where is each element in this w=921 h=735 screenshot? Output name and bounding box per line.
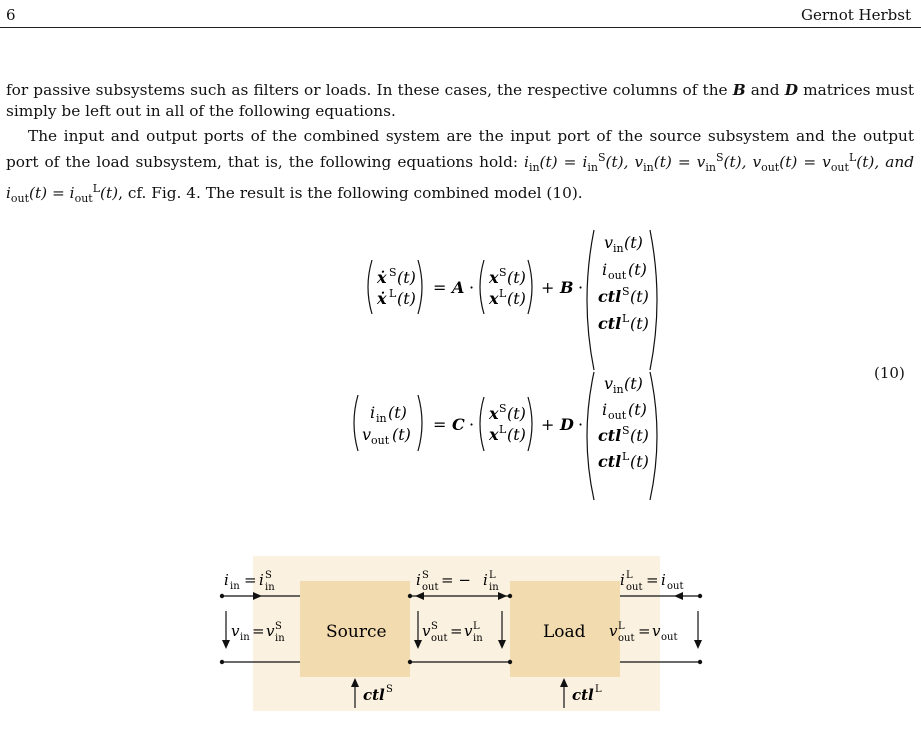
svg-text:in: in bbox=[489, 582, 499, 593]
svg-text:out: out bbox=[431, 633, 448, 644]
svg-text:B: B bbox=[560, 278, 574, 297]
svg-text:v: v bbox=[652, 622, 661, 640]
svg-text:(t): (t) bbox=[507, 404, 526, 423]
svg-text:·: · bbox=[578, 415, 584, 434]
svg-text:i: i bbox=[620, 571, 625, 589]
matrix-b-symbol: B bbox=[732, 81, 746, 99]
svg-text:i: i bbox=[661, 571, 666, 589]
svg-text:L: L bbox=[618, 621, 625, 632]
load-label: Load bbox=[543, 622, 586, 642]
svg-text:L: L bbox=[622, 312, 630, 325]
equation-number: (10) bbox=[874, 364, 905, 382]
svg-text:i: i bbox=[483, 571, 488, 589]
svg-text:in: in bbox=[275, 633, 285, 644]
svg-text:i: i bbox=[602, 400, 608, 419]
block-diagram bbox=[220, 556, 702, 711]
svg-text:L: L bbox=[626, 570, 633, 581]
svg-text:in: in bbox=[473, 633, 483, 644]
svg-text:S: S bbox=[622, 285, 630, 298]
svg-text:S: S bbox=[265, 570, 272, 581]
svg-text:(t): (t) bbox=[392, 425, 411, 444]
svg-text:·: · bbox=[469, 278, 475, 297]
svg-text:(t): (t) bbox=[630, 426, 649, 445]
svg-text:(t): (t) bbox=[628, 260, 647, 279]
svg-text:+: + bbox=[541, 278, 555, 297]
svg-text:(t): (t) bbox=[628, 400, 647, 419]
running-header-author: Gernot Herbst bbox=[801, 6, 911, 24]
svg-text:+: + bbox=[541, 415, 555, 434]
ctl-source-label: ctl bbox=[363, 686, 385, 704]
svg-text:i: i bbox=[416, 571, 421, 589]
paragraph-1-text-a: for passive subsystems such as filters or loads. In these cases, the respective columns of the bbox=[6, 81, 733, 99]
svg-text:out: out bbox=[608, 409, 627, 422]
svg-text:L: L bbox=[499, 287, 507, 300]
svg-text:i: i bbox=[370, 403, 376, 422]
svg-text:in: in bbox=[613, 383, 624, 396]
svg-text:x: x bbox=[489, 289, 499, 308]
svg-text:= −: = − bbox=[441, 571, 471, 589]
svg-text:v: v bbox=[604, 233, 614, 252]
paragraph-2-text-a: The input and output ports of the combined system are the input port of the source subsystem and the output port of the load subsystem, that is, the following equations hold: bbox=[6, 127, 914, 172]
svg-text:out: out bbox=[608, 269, 627, 282]
svg-text:=: = bbox=[646, 571, 659, 589]
svg-text:S: S bbox=[431, 621, 438, 632]
svg-text:(t): (t) bbox=[397, 289, 416, 308]
svg-text:(t): (t) bbox=[630, 452, 649, 471]
svg-text:=: = bbox=[252, 622, 265, 640]
svg-text:ctl: ctl bbox=[598, 314, 622, 333]
svg-text:S: S bbox=[499, 402, 507, 415]
ctl-load-superscript: L bbox=[595, 684, 602, 695]
svg-text:S: S bbox=[499, 266, 507, 279]
svg-text:L: L bbox=[489, 570, 496, 581]
svg-text:(t): (t) bbox=[397, 268, 416, 287]
svg-text:ẋ: ẋ bbox=[377, 289, 387, 308]
page-number: 6 bbox=[6, 6, 16, 24]
svg-text:·: · bbox=[578, 278, 584, 297]
svg-text:D: D bbox=[560, 415, 574, 434]
svg-text:=: = bbox=[638, 622, 651, 640]
svg-text:v: v bbox=[231, 622, 240, 640]
svg-text:x: x bbox=[489, 425, 499, 444]
svg-text:(t): (t) bbox=[630, 287, 649, 306]
svg-text:i: i bbox=[259, 571, 264, 589]
svg-text:v: v bbox=[604, 374, 614, 393]
svg-text:in: in bbox=[376, 412, 387, 425]
svg-text:(t): (t) bbox=[507, 289, 526, 308]
svg-text:in: in bbox=[240, 632, 250, 643]
svg-text:C: C bbox=[452, 415, 465, 434]
paragraph-2-text-b: , cf. Fig. 4. The result is the following combined model (10). bbox=[118, 183, 583, 202]
svg-text:A: A bbox=[452, 278, 465, 297]
svg-text:v: v bbox=[362, 425, 372, 444]
svg-text:in: in bbox=[230, 581, 240, 592]
svg-text:=: = bbox=[433, 415, 447, 434]
svg-text:i: i bbox=[602, 260, 608, 279]
svg-text:=: = bbox=[450, 622, 463, 640]
svg-text:(t): (t) bbox=[507, 268, 526, 287]
source-label: Source bbox=[326, 622, 387, 642]
svg-text:(t): (t) bbox=[388, 403, 407, 422]
svg-text:S: S bbox=[275, 621, 282, 632]
svg-text:out: out bbox=[661, 632, 678, 643]
svg-text:ctl: ctl bbox=[598, 426, 622, 445]
svg-text:v: v bbox=[422, 622, 431, 640]
svg-text:v: v bbox=[266, 622, 275, 640]
svg-text:S: S bbox=[422, 570, 429, 581]
svg-text:L: L bbox=[499, 423, 507, 436]
svg-text:ẋ: ẋ bbox=[377, 268, 387, 287]
svg-text:ctl: ctl bbox=[598, 287, 622, 306]
svg-text:L: L bbox=[473, 621, 480, 632]
svg-text:(t): (t) bbox=[507, 425, 526, 444]
svg-text:out: out bbox=[422, 582, 439, 593]
svg-text:ctl: ctl bbox=[598, 452, 622, 471]
paragraph-1-text-b: matrices must simply be left out in all of the following equations. bbox=[6, 81, 914, 120]
svg-text:=: = bbox=[433, 278, 447, 297]
svg-text:L: L bbox=[622, 450, 630, 463]
svg-text:out: out bbox=[618, 633, 635, 644]
svg-text:v: v bbox=[464, 622, 473, 640]
ctl-source-superscript: S bbox=[386, 684, 393, 695]
svg-text:out: out bbox=[371, 434, 390, 447]
svg-text:L: L bbox=[389, 287, 397, 300]
svg-text:=: = bbox=[244, 571, 257, 589]
paragraph-1-and: and bbox=[745, 81, 785, 99]
svg-text:out: out bbox=[626, 582, 643, 593]
output-equation bbox=[354, 372, 657, 500]
svg-text:S: S bbox=[622, 424, 630, 437]
svg-text:(t): (t) bbox=[624, 233, 643, 252]
svg-text:·: · bbox=[469, 415, 475, 434]
ctl-load-label: ctl bbox=[572, 686, 594, 704]
svg-text:(t): (t) bbox=[624, 374, 643, 393]
svg-text:in: in bbox=[265, 582, 275, 593]
svg-text:(t): (t) bbox=[630, 314, 649, 333]
svg-text:out: out bbox=[667, 581, 684, 592]
state-equation bbox=[368, 230, 657, 370]
svg-text:x: x bbox=[489, 268, 499, 287]
svg-text:S: S bbox=[389, 266, 397, 279]
matrix-d-symbol: D bbox=[784, 81, 798, 99]
svg-text:v: v bbox=[609, 622, 618, 640]
inline-equations: $i_{in}(t) = i_{in}^S(t)$, $v_{in}(t) = v_{in}^S(t)$, $v_{out}(t) = v_{out}^L(t)$, and $i_{out}(t) = i_{out}^L(t)$ bbox=[6, 151, 914, 205]
svg-text:x: x bbox=[489, 404, 499, 423]
svg-text:i: i bbox=[224, 571, 229, 589]
svg-text:in: in bbox=[613, 242, 624, 255]
